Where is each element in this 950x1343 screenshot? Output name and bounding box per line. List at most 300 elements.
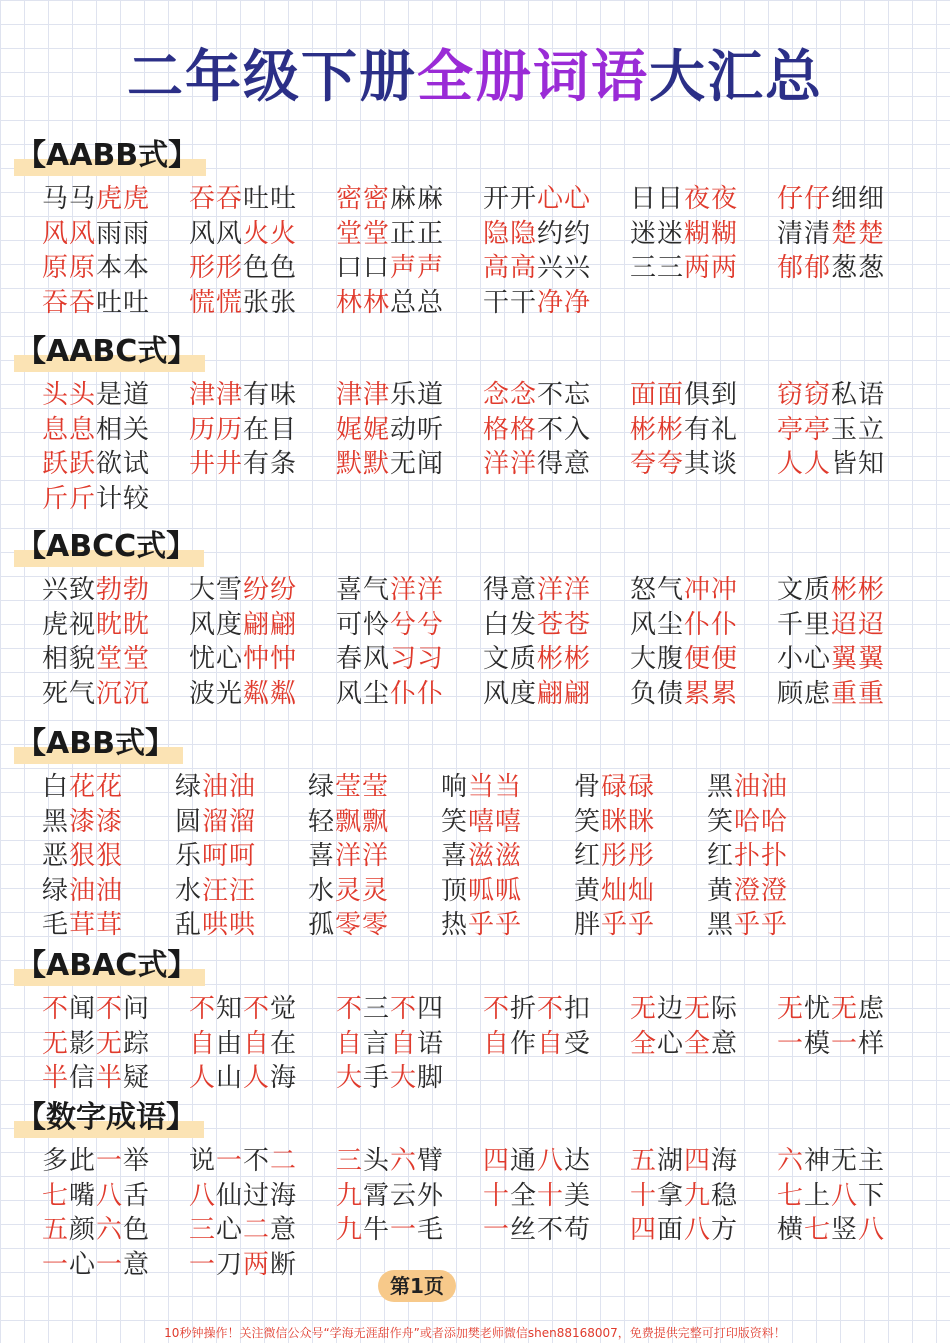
word-highlight: 累累	[684, 678, 739, 709]
word-text: 竖	[831, 1215, 859, 1245]
word-text: 怒气	[630, 575, 685, 605]
word-item	[441, 770, 574, 805]
word-highlight: 一	[483, 1215, 511, 1245]
word-highlight: 大	[336, 1063, 364, 1093]
word-highlight: 半	[42, 1063, 70, 1093]
word-text: 言	[363, 1028, 391, 1059]
word-item	[336, 1027, 483, 1062]
word-highlight: 八	[684, 1215, 712, 1245]
word-text: 笑	[441, 806, 469, 837]
word-highlight: 密密	[336, 184, 391, 214]
word-highlight: 翼翼	[831, 644, 886, 674]
word-item	[42, 677, 189, 712]
word-text: 牛	[363, 1215, 391, 1245]
word-item	[630, 217, 777, 252]
word-item	[483, 217, 630, 252]
word-text: 千里	[777, 609, 832, 640]
word-text: 仙过海	[216, 1180, 298, 1211]
word-item	[707, 908, 840, 943]
word-highlight: 形形	[189, 253, 244, 283]
word-highlight: 眈眈	[96, 609, 151, 640]
word-highlight: 沉沉	[96, 678, 151, 709]
word-item	[630, 1144, 777, 1179]
word-highlight: 五	[42, 1215, 70, 1245]
word-highlight: 乎乎	[468, 910, 523, 940]
word-highlight: 兮兮	[390, 609, 445, 640]
word-text: 心	[69, 1249, 97, 1280]
word-text: 干干	[483, 287, 538, 318]
word-text: 风度	[483, 678, 538, 709]
word-highlight: 窃窃	[777, 380, 832, 410]
word-text: 信	[69, 1063, 97, 1093]
word-item	[441, 908, 574, 943]
word-item	[336, 642, 483, 677]
word-highlight: 哈哈	[734, 806, 789, 837]
word-item	[308, 908, 441, 943]
word-text: 多此	[42, 1146, 97, 1176]
word-highlight: 隐隐	[483, 218, 538, 249]
word-text: 在目	[243, 414, 298, 445]
word-item	[777, 1144, 924, 1179]
word-text: 有味	[243, 380, 298, 410]
word-text: 臂	[417, 1146, 445, 1176]
word-item	[189, 447, 336, 482]
page-number-badge: 第1页	[378, 1270, 456, 1302]
word-highlight: 堂堂	[96, 644, 151, 674]
word-item	[42, 608, 189, 643]
word-highlight: 习习	[390, 644, 445, 674]
word-text: 红	[574, 841, 602, 871]
word-text: 葱葱	[831, 253, 886, 283]
word-highlight: 不	[189, 994, 217, 1024]
word-highlight: 头头	[42, 380, 97, 410]
word-text: 张张	[243, 287, 298, 318]
word-text: 黑	[42, 806, 70, 837]
word-text: 舌	[123, 1180, 151, 1211]
word-text: 颜	[69, 1215, 97, 1245]
word-text: 绿	[308, 772, 336, 802]
word-item	[777, 251, 924, 286]
word-item	[42, 482, 189, 517]
word-item	[175, 770, 308, 805]
word-highlight: 滋滋	[468, 841, 523, 871]
word-text: 三	[363, 994, 391, 1024]
word-item	[189, 677, 336, 712]
word-text: 白	[42, 772, 70, 802]
word-item	[336, 251, 483, 286]
word-item	[777, 642, 924, 677]
word-highlight: 夸夸	[630, 449, 685, 479]
word-highlight: 原原	[42, 253, 97, 283]
word-highlight: 吞吞	[42, 287, 97, 318]
word-item	[336, 1213, 483, 1248]
word-text: 举	[123, 1146, 151, 1176]
word-highlight: 心心	[537, 184, 592, 214]
word-text: 雨雨	[96, 218, 151, 249]
word-text: 相关	[96, 414, 151, 445]
word-highlight: 糊糊	[684, 218, 739, 249]
word-item	[189, 413, 336, 448]
word-highlight: 一	[96, 1249, 124, 1280]
word-highlight: 堂堂	[336, 218, 391, 249]
word-text: 心	[657, 1028, 685, 1059]
word-item	[42, 286, 189, 321]
word-highlight: 四	[684, 1146, 712, 1176]
word-text: 白发	[483, 609, 538, 640]
word-highlight: 四	[483, 1146, 511, 1176]
word-text: 私语	[831, 380, 886, 410]
word-highlight: 八	[831, 1180, 859, 1211]
word-text: 热	[441, 910, 469, 940]
word-text: 春风	[336, 644, 391, 674]
word-text: 际	[711, 994, 739, 1024]
word-text: 恶	[42, 841, 70, 871]
word-item	[42, 992, 189, 1027]
word-text: 响	[441, 772, 469, 802]
word-item	[483, 608, 630, 643]
word-text: 海	[270, 1063, 298, 1093]
word-item	[483, 413, 630, 448]
word-text: 海	[711, 1146, 739, 1176]
word-item	[483, 642, 630, 677]
section-title: 【ABCC式】	[14, 527, 204, 567]
word-item	[189, 573, 336, 608]
word-text: 文质	[483, 644, 538, 674]
word-text: 忧	[804, 994, 832, 1024]
word-text: 刀	[216, 1249, 244, 1280]
word-highlight: 三	[189, 1215, 217, 1245]
word-item	[483, 251, 630, 286]
word-item	[630, 447, 777, 482]
word-text: 踪	[123, 1028, 151, 1059]
word-text: 神无主	[804, 1146, 886, 1176]
word-highlight: 声声	[390, 253, 445, 283]
word-highlight: 自	[483, 1028, 511, 1059]
word-highlight: 飘飘	[335, 806, 390, 837]
word-grid	[42, 992, 944, 1096]
word-item	[175, 874, 308, 909]
word-highlight: 溜溜	[202, 806, 257, 837]
word-highlight: 两两	[684, 253, 739, 283]
word-item	[42, 1248, 189, 1283]
word-highlight: 火火	[243, 218, 298, 249]
word-item	[483, 447, 630, 482]
word-highlight: 面面	[630, 380, 685, 410]
word-item	[707, 839, 840, 874]
word-text: 达	[564, 1146, 592, 1176]
word-highlight: 人	[189, 1063, 217, 1093]
word-item	[175, 908, 308, 943]
word-item	[42, 908, 175, 943]
word-item	[336, 1179, 483, 1214]
word-text: 喜	[308, 841, 336, 871]
word-item	[630, 608, 777, 643]
word-item	[42, 1144, 189, 1179]
word-highlight: 自	[243, 1028, 271, 1059]
word-highlight: 无	[684, 994, 712, 1024]
word-item	[336, 413, 483, 448]
word-highlight: 不	[96, 994, 124, 1024]
word-text: 湖	[657, 1146, 685, 1176]
word-highlight: 格格	[483, 414, 538, 445]
word-item	[777, 573, 924, 608]
word-item	[189, 1027, 336, 1062]
word-text: 说	[189, 1146, 217, 1176]
word-text: 觉	[270, 994, 298, 1024]
word-item	[175, 839, 308, 874]
word-highlight: 七	[777, 1180, 805, 1211]
word-text: 轻	[308, 806, 336, 837]
word-text: 得意	[537, 449, 592, 479]
section-abac	[14, 946, 944, 1096]
word-item	[308, 805, 441, 840]
word-highlight: 林林	[336, 287, 391, 318]
word-text: 心	[216, 1215, 244, 1245]
word-text: 红	[707, 841, 735, 871]
word-item	[336, 286, 483, 321]
word-item	[336, 573, 483, 608]
word-item	[336, 217, 483, 252]
word-text: 下	[858, 1180, 886, 1211]
word-text: 有礼	[684, 414, 739, 445]
word-text: 绿	[42, 875, 70, 906]
word-item	[42, 1027, 189, 1062]
word-highlight: 六	[777, 1146, 805, 1176]
word-text: 三三	[630, 253, 685, 283]
word-highlight: 仔仔	[777, 184, 832, 214]
word-item	[574, 805, 707, 840]
word-text: 断	[270, 1249, 298, 1280]
word-highlight: 两	[243, 1249, 271, 1280]
word-item	[175, 805, 308, 840]
word-highlight: 翩翩	[243, 609, 298, 640]
word-highlight: 一	[189, 1249, 217, 1280]
word-highlight: 一	[42, 1249, 70, 1280]
word-highlight: 苍苍	[537, 609, 592, 640]
word-item	[42, 251, 189, 286]
word-highlight: 汪汪	[202, 875, 257, 906]
word-highlight: 不	[42, 994, 70, 1024]
word-item	[336, 608, 483, 643]
word-text: 大腹	[630, 644, 685, 674]
word-highlight: 忡忡	[243, 644, 298, 674]
word-text: 乐道	[390, 380, 445, 410]
word-text: 笑	[574, 806, 602, 837]
word-highlight: 零零	[335, 910, 390, 940]
word-text: 美	[564, 1180, 592, 1211]
word-highlight: 当当	[468, 772, 523, 802]
word-text: 风尘	[630, 609, 685, 640]
word-text: 迷迷	[630, 218, 685, 249]
word-item	[189, 182, 336, 217]
word-highlight: 翩翩	[537, 678, 592, 709]
word-highlight: 彤彤	[601, 841, 656, 871]
word-item	[483, 182, 630, 217]
word-highlight: 夜夜	[684, 184, 739, 214]
word-item	[483, 1027, 630, 1062]
word-text: 水	[308, 875, 336, 906]
word-highlight: 自	[189, 1028, 217, 1059]
title-part-2: 全册词语	[417, 45, 649, 110]
section-number-idioms	[14, 1098, 944, 1282]
word-highlight: 呵呵	[202, 841, 257, 871]
word-highlight: 郁郁	[777, 253, 832, 283]
word-highlight: 跃跃	[42, 449, 97, 479]
word-text: 拿	[657, 1180, 685, 1211]
word-highlight: 九	[336, 1180, 364, 1211]
word-highlight: 油油	[734, 772, 789, 802]
word-highlight: 彬彬	[630, 414, 685, 445]
word-highlight: 油油	[202, 772, 257, 802]
word-text: 清清	[777, 218, 832, 249]
word-text: 上	[804, 1180, 832, 1211]
word-item	[630, 413, 777, 448]
word-text: 疑	[123, 1063, 151, 1093]
word-item	[777, 378, 924, 413]
word-text: 通	[510, 1146, 538, 1176]
word-item	[483, 1179, 630, 1214]
word-item	[630, 992, 777, 1027]
word-text: 在	[270, 1028, 298, 1059]
word-highlight: 勃勃	[96, 575, 151, 605]
word-highlight: 狠狠	[69, 841, 124, 871]
word-highlight: 无	[630, 994, 658, 1024]
section-title: 【数字成语】	[14, 1098, 204, 1138]
word-highlight: 三	[336, 1146, 364, 1176]
word-highlight: 半	[96, 1063, 124, 1093]
word-highlight: 一	[777, 1028, 805, 1059]
word-grid	[42, 770, 944, 943]
word-text: 毛	[42, 910, 70, 940]
section-title: 【AABB式】	[14, 136, 206, 176]
word-item	[630, 378, 777, 413]
word-highlight: 仆仆	[390, 678, 445, 709]
word-item	[42, 805, 175, 840]
word-text: 黄	[574, 875, 602, 906]
word-item	[777, 447, 924, 482]
word-highlight: 十	[483, 1180, 511, 1211]
word-item	[336, 992, 483, 1027]
word-highlight: 六	[390, 1146, 418, 1176]
word-highlight: 碌碌	[601, 772, 656, 802]
word-text: 黑	[707, 910, 735, 940]
word-highlight: 洋洋	[390, 575, 445, 605]
word-highlight: 彬彬	[537, 644, 592, 674]
word-highlight: 洋洋	[335, 841, 390, 871]
word-highlight: 高高	[483, 253, 538, 283]
word-item	[42, 447, 189, 482]
word-highlight: 八	[96, 1180, 124, 1211]
word-text: 闻	[69, 994, 97, 1024]
word-item	[336, 447, 483, 482]
word-item	[777, 1213, 924, 1248]
word-highlight: 八	[537, 1146, 565, 1176]
section-title: 【AABC式】	[14, 332, 205, 372]
word-text: 由	[216, 1028, 244, 1059]
word-grid	[42, 573, 944, 711]
word-text: 是道	[96, 380, 151, 410]
word-text: 绿	[175, 772, 203, 802]
word-text: 毛	[417, 1215, 445, 1245]
word-text: 虑	[858, 994, 886, 1024]
word-text: 负债	[630, 678, 685, 709]
word-grid	[42, 1144, 944, 1282]
word-grid	[42, 182, 944, 320]
word-text: 兴致	[42, 575, 97, 605]
word-item	[707, 805, 840, 840]
word-item	[189, 1213, 336, 1248]
word-highlight: 一	[831, 1028, 859, 1059]
word-item	[42, 217, 189, 252]
word-text: 欲试	[96, 449, 151, 479]
word-item	[189, 642, 336, 677]
word-text: 文质	[777, 575, 832, 605]
word-item	[630, 1027, 777, 1062]
word-item	[42, 1179, 189, 1214]
word-item	[42, 573, 189, 608]
word-text: 头	[363, 1146, 391, 1176]
section-title: 【ABAC式】	[14, 946, 205, 986]
word-text: 嘴	[69, 1180, 97, 1211]
word-item	[777, 992, 924, 1027]
word-item	[441, 839, 574, 874]
footer-notice: 10秒钟操作！关注微信公众号“学海无涯甜作舟”或者添加樊老师微信shen88168007，免费提供完整可打印版资料！	[164, 1326, 786, 1340]
word-item	[42, 839, 175, 874]
word-item	[630, 677, 777, 712]
word-item	[42, 874, 175, 909]
word-text: 皆知	[831, 449, 886, 479]
word-text: 色色	[243, 253, 298, 283]
word-text: 死气	[42, 678, 97, 709]
word-item	[189, 217, 336, 252]
word-text: 兴兴	[537, 253, 592, 283]
word-highlight: 彬彬	[831, 575, 886, 605]
word-highlight: 粼粼	[243, 678, 298, 709]
word-highlight: 洋洋	[483, 449, 538, 479]
word-text: 面	[657, 1215, 685, 1245]
word-highlight: 不	[336, 994, 364, 1024]
word-highlight: 冲冲	[684, 575, 739, 605]
word-highlight: 自	[336, 1028, 364, 1059]
section-title: 【ABB式】	[14, 724, 183, 764]
word-highlight: 乎乎	[734, 910, 789, 940]
word-item	[308, 770, 441, 805]
word-item	[483, 992, 630, 1027]
word-item	[189, 1061, 336, 1096]
word-text: 虎视	[42, 609, 97, 640]
word-text: 胖	[574, 910, 602, 940]
title-part-1: 二年级下册	[127, 45, 417, 110]
word-item	[189, 608, 336, 643]
word-item	[336, 1061, 483, 1096]
word-highlight: 灿灿	[601, 875, 656, 906]
word-highlight: 十	[630, 1180, 658, 1211]
word-highlight: 呱呱	[468, 875, 523, 906]
word-highlight: 二	[243, 1215, 271, 1245]
word-text: 风风	[189, 218, 244, 249]
word-text: 日日	[630, 184, 685, 214]
word-text: 总总	[390, 287, 445, 318]
word-highlight: 息息	[42, 414, 97, 445]
section-abcc	[14, 527, 944, 711]
word-text: 正正	[390, 218, 445, 249]
word-highlight: 洋洋	[537, 575, 592, 605]
word-item	[483, 378, 630, 413]
word-highlight: 不	[243, 994, 271, 1024]
word-highlight: 默默	[336, 449, 391, 479]
word-text: 顾虑	[777, 678, 832, 709]
word-highlight: 斤斤	[42, 483, 97, 514]
